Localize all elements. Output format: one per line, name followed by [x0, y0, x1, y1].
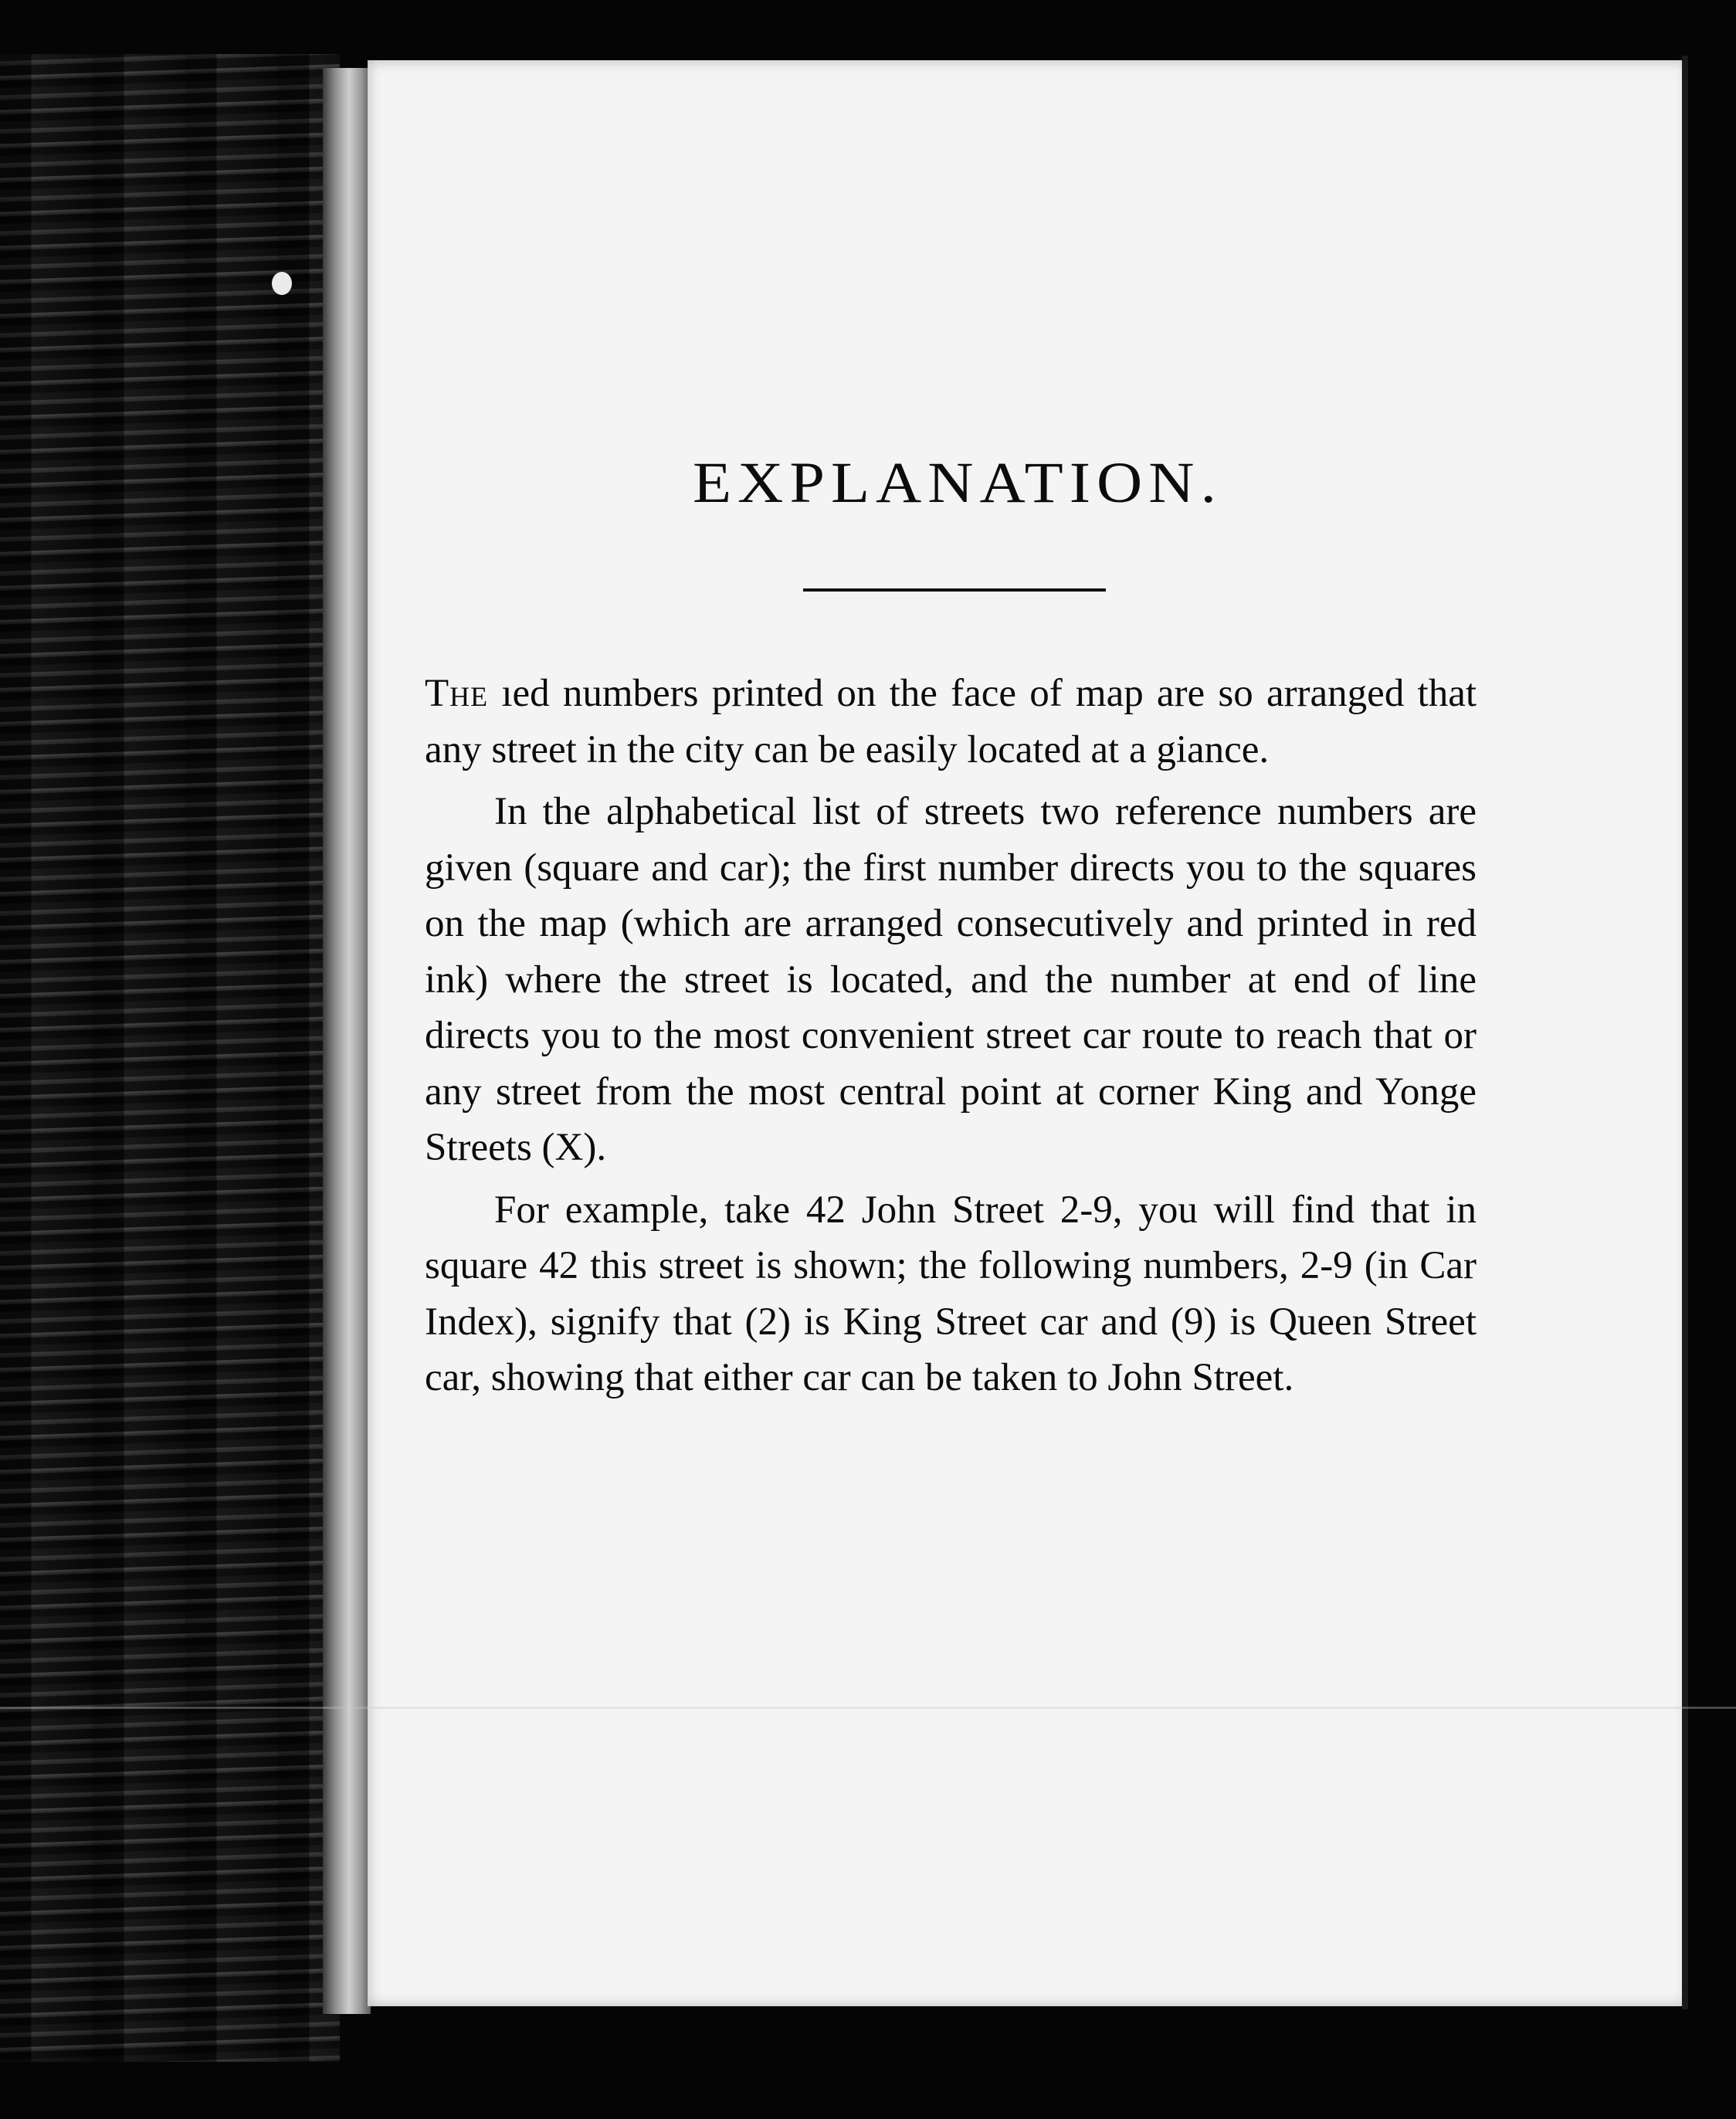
page-title: EXPLANATION.	[693, 449, 1222, 515]
paragraph-3: For example, take 42 John Street 2-9, you will find that in square 42 this street is shown; the following numbers, 2-9 (in Car Index), signify that (2) is King Street car and (9) is Queen Street car, showing that either car can be taken to John Street.	[425, 1188, 1477, 1399]
title-rule	[803, 588, 1106, 592]
scan-artifact-line	[0, 1707, 1736, 1709]
page-edge	[323, 68, 371, 2014]
binding-texture	[0, 54, 340, 2062]
paragraph-lead: The	[425, 672, 489, 715]
binding-speck	[272, 272, 292, 295]
paragraph-2: In the alphabetical list of streets two reference numbers are given (square and car); the first number directs you to the squares on the map (which are arranged consecutively and printed in red ink) where the street is located, and the number at end of line directs you to the most convenient street car route to reach that or any street from the most central point at corner King and Yonge Streets (X).	[425, 790, 1477, 1169]
paragraph-text: ıed numbers printed on the face of map are so arranged that any street in the city can be easily located at a giance.	[425, 672, 1477, 771]
page-border	[1682, 56, 1688, 2009]
body-text	[425, 666, 1477, 1412]
paragraph-1	[425, 666, 1477, 778]
